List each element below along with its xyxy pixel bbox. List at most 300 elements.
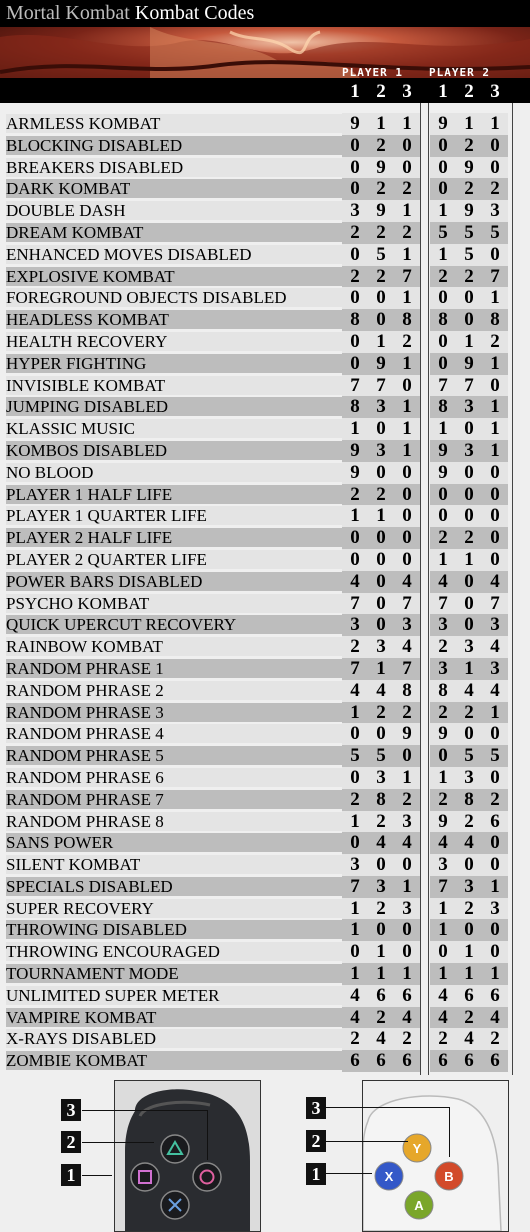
player1-digit-2: 4 (368, 1028, 394, 1050)
circle-button-icon (193, 1163, 221, 1191)
player1-digit-3: 2 (394, 789, 420, 811)
player1-digit-2: 1 (368, 113, 394, 135)
code-name: EXPLOSIVE KOMBAT (6, 267, 342, 286)
player1-digit-2: 2 (368, 135, 394, 157)
player1-digit-1: 2 (342, 266, 368, 288)
triangle-button-icon (161, 1135, 189, 1163)
player2-digit-2: 5 (456, 745, 482, 767)
table-row (0, 876, 530, 898)
code-name: RANDOM PHRASE 7 (6, 790, 342, 809)
table-row (0, 593, 530, 615)
code-name: TOURNAMENT MODE (6, 964, 342, 983)
player1-digit-3: 1 (394, 440, 420, 462)
player2-digit-1: 1 (430, 418, 456, 440)
player2-digit-3: 0 (482, 527, 508, 549)
table-row (0, 811, 530, 833)
code-name: DOUBLE DASH (6, 201, 342, 220)
player1-digit-2: 0 (368, 462, 394, 484)
player1-digit-2: 2 (368, 222, 394, 244)
player2-digit-1: 0 (430, 505, 456, 527)
table-row (0, 462, 530, 484)
player2-digit-2: 0 (456, 854, 482, 876)
player2-digit-3: 1 (482, 113, 508, 135)
player1-digit-2: 0 (368, 549, 394, 571)
player2-digit-3: 0 (482, 832, 508, 854)
table-row (0, 963, 530, 985)
player2-digit-2: 2 (456, 898, 482, 920)
player2-digit-3: 8 (482, 309, 508, 331)
title-game: Mortal Kombat (6, 2, 130, 24)
player1-digit-2: 6 (368, 1050, 394, 1072)
table-row (0, 135, 530, 157)
player1-digit-3: 2 (394, 702, 420, 724)
player1-digit-3: 2 (394, 1028, 420, 1050)
player1-digit-1: 0 (342, 767, 368, 789)
code-name: SPECIALS DISABLED (6, 877, 342, 896)
player2-digit-2: 1 (456, 549, 482, 571)
code-name: ZOMBIE KOMBAT (6, 1051, 342, 1070)
player2-digit-1: 9 (430, 723, 456, 745)
p2-col-2: 2 (464, 81, 474, 102)
player2-digit-1: 3 (430, 854, 456, 876)
p2-col-1: 1 (438, 81, 448, 102)
player2-digit-2: 3 (456, 396, 482, 418)
code-name: JUMPING DISABLED (6, 397, 342, 416)
player2-digit-1: 3 (430, 658, 456, 680)
player1-digit-1: 0 (342, 527, 368, 549)
player1-digit-2: 0 (368, 919, 394, 941)
player1-digit-3: 7 (394, 593, 420, 615)
table-row (0, 941, 530, 963)
ps-leader-1 (82, 1175, 112, 1176)
player2-digit-2: 9 (456, 157, 482, 179)
player1-digit-1: 0 (342, 135, 368, 157)
player2-digit-2: 0 (456, 505, 482, 527)
player1-digit-2: 9 (368, 353, 394, 375)
player2-digit-1: 9 (430, 440, 456, 462)
player2-digit-3: 0 (482, 484, 508, 506)
player2-label: PLAYER 2 (429, 66, 490, 79)
table-row (0, 484, 530, 506)
player2-digit-3: 4 (482, 636, 508, 658)
xbox-leader-3-vertical (449, 1107, 450, 1157)
code-name: INVISIBLE KOMBAT (6, 376, 342, 395)
player1-digit-2: 8 (368, 789, 394, 811)
player1-digit-2: 3 (368, 636, 394, 658)
player1-digit-3: 7 (394, 266, 420, 288)
player2-digit-1: 1 (430, 919, 456, 941)
player2-digit-2: 7 (456, 375, 482, 397)
player1-digit-1: 9 (342, 462, 368, 484)
ps-leader-3-vertical (207, 1110, 208, 1160)
player2-digit-1: 4 (430, 985, 456, 1007)
player1-digit-1: 4 (342, 571, 368, 593)
player1-digit-3: 0 (394, 941, 420, 963)
player2-digit-1: 7 (430, 593, 456, 615)
table-row (0, 331, 530, 353)
player1-digit-1: 0 (342, 723, 368, 745)
player2-digit-1: 1 (430, 898, 456, 920)
player1-digit-3: 3 (394, 898, 420, 920)
code-name: SANS POWER (6, 833, 342, 852)
player2-digit-2: 0 (456, 484, 482, 506)
svg-text:B: B (444, 1169, 454, 1184)
code-name: RAINBOW KOMBAT (6, 637, 342, 656)
player2-digit-1: 5 (430, 222, 456, 244)
square-button-icon (131, 1163, 159, 1191)
table-row (0, 266, 530, 288)
xbox-badge-3: 3 (306, 1097, 326, 1119)
player1-digit-1: 0 (342, 331, 368, 353)
player2-digit-3: 4 (482, 1007, 508, 1029)
player1-digit-3: 0 (394, 135, 420, 157)
player2-digit-2: 6 (456, 1050, 482, 1072)
player2-digit-3: 2 (482, 178, 508, 200)
player2-digit-2: 2 (456, 527, 482, 549)
player2-digit-2: 0 (456, 614, 482, 636)
code-name: ENHANCED MOVES DISABLED (6, 245, 342, 264)
player1-digit-3: 1 (394, 353, 420, 375)
table-row (0, 200, 530, 222)
player2-digit-3: 2 (482, 789, 508, 811)
player2-digit-3: 0 (482, 549, 508, 571)
player2-digit-3: 0 (482, 462, 508, 484)
code-name: BREAKERS DISABLED (6, 158, 342, 177)
table-row (0, 745, 530, 767)
player1-digit-3: 4 (394, 636, 420, 658)
player1-digit-1: 0 (342, 832, 368, 854)
player2-digit-2: 3 (456, 636, 482, 658)
code-name: HEALTH RECOVERY (6, 332, 342, 351)
code-name: HYPER FIGHTING (6, 354, 342, 373)
player2-digit-1: 2 (430, 527, 456, 549)
code-name: THROWING ENCOURAGED (6, 942, 342, 961)
table-row (0, 832, 530, 854)
player2-digit-2: 0 (456, 571, 482, 593)
table-row (0, 353, 530, 375)
player1-digit-2: 2 (368, 898, 394, 920)
player2-digit-3: 2 (482, 331, 508, 353)
player1-digit-2: 0 (368, 418, 394, 440)
player1-digit-2: 1 (368, 505, 394, 527)
player2-digit-2: 1 (456, 963, 482, 985)
player1-digit-3: 4 (394, 571, 420, 593)
player1-digit-1: 7 (342, 375, 368, 397)
xbox-leader-2 (326, 1141, 408, 1142)
player1-digit-1: 0 (342, 287, 368, 309)
player2-digit-1: 0 (430, 941, 456, 963)
playstation-controller-image (115, 1081, 260, 1231)
code-name: SILENT KOMBAT (6, 855, 342, 874)
player1-digit-3: 9 (394, 723, 420, 745)
player1-digit-3: 2 (394, 222, 420, 244)
player2-digit-3: 0 (482, 244, 508, 266)
player2-digit-3: 1 (482, 440, 508, 462)
player1-digit-2: 3 (368, 396, 394, 418)
table-row (0, 767, 530, 789)
player2-digit-1: 7 (430, 876, 456, 898)
player2-digit-2: 2 (456, 178, 482, 200)
player1-digit-1: 3 (342, 200, 368, 222)
player2-digit-2: 2 (456, 811, 482, 833)
player1-digit-1: 1 (342, 811, 368, 833)
player1-digit-3: 1 (394, 200, 420, 222)
xbox-controller (362, 1080, 509, 1232)
player1-digit-2: 4 (368, 832, 394, 854)
player1-digit-2: 5 (368, 745, 394, 767)
player1-digit-2: 4 (368, 680, 394, 702)
player1-digit-3: 1 (394, 244, 420, 266)
table-header (0, 66, 530, 103)
player1-digit-3: 7 (394, 658, 420, 680)
code-name: SUPER RECOVERY (6, 899, 342, 918)
player1-digit-1: 2 (342, 484, 368, 506)
player1-digit-1: 2 (342, 222, 368, 244)
table-row (0, 157, 530, 179)
player1-digit-1: 1 (342, 963, 368, 985)
code-name: KLASSIC MUSIC (6, 419, 342, 438)
player1-digit-2: 0 (368, 854, 394, 876)
player1-digit-3: 0 (394, 527, 420, 549)
player1-digit-3: 6 (394, 1050, 420, 1072)
player1-digit-2: 0 (368, 527, 394, 549)
player1-digit-3: 6 (394, 985, 420, 1007)
table-row (0, 309, 530, 331)
player2-digit-3: 1 (482, 702, 508, 724)
xbox-badge-2: 2 (306, 1130, 326, 1152)
svg-text:A: A (414, 1198, 424, 1213)
player1-digit-2: 0 (368, 614, 394, 636)
player2-digit-3: 1 (482, 353, 508, 375)
player2-digit-3: 5 (482, 222, 508, 244)
player1-digit-1: 7 (342, 876, 368, 898)
code-name: PLAYER 1 HALF LIFE (6, 485, 342, 504)
player2-digit-2: 0 (456, 919, 482, 941)
player2-digit-1: 7 (430, 375, 456, 397)
player2-digit-1: 4 (430, 571, 456, 593)
player2-digit-3: 1 (482, 287, 508, 309)
table-row (0, 854, 530, 876)
player1-digit-1: 0 (342, 178, 368, 200)
player2-digit-3: 3 (482, 200, 508, 222)
table-row (0, 1007, 530, 1029)
player2-digit-2: 1 (456, 331, 482, 353)
player1-digit-3: 1 (394, 287, 420, 309)
player1-digit-1: 2 (342, 789, 368, 811)
table-row (0, 287, 530, 309)
player1-label: PLAYER 1 (342, 66, 403, 79)
player1-digit-3: 1 (394, 396, 420, 418)
player1-digit-2: 0 (368, 571, 394, 593)
player2-digit-3: 0 (482, 854, 508, 876)
table-row (0, 919, 530, 941)
player2-digit-2: 0 (456, 462, 482, 484)
code-name: QUICK UPERCUT RECOVERY (6, 615, 342, 634)
player2-digit-1: 0 (430, 745, 456, 767)
player1-digit-1: 3 (342, 614, 368, 636)
code-name: THROWING DISABLED (6, 920, 342, 939)
player2-digit-3: 0 (482, 375, 508, 397)
player2-digit-3: 2 (482, 1028, 508, 1050)
player2-digit-2: 4 (456, 832, 482, 854)
player2-digit-2: 9 (456, 353, 482, 375)
player1-digit-1: 4 (342, 1007, 368, 1029)
player2-digit-1: 4 (430, 832, 456, 854)
code-name: FOREGROUND OBJECTS DISABLED (6, 288, 342, 307)
player2-digit-1: 8 (430, 396, 456, 418)
player2-digit-1: 1 (430, 200, 456, 222)
player2-digit-1: 1 (430, 963, 456, 985)
p1-col-2: 2 (376, 81, 386, 102)
player2-digit-1: 2 (430, 266, 456, 288)
code-name: PSYCHO KOMBAT (6, 594, 342, 613)
table-row (0, 571, 530, 593)
player1-digit-3: 0 (394, 484, 420, 506)
player2-digit-1: 4 (430, 1007, 456, 1029)
player1-digit-3: 0 (394, 549, 420, 571)
table-row (0, 789, 530, 811)
svg-text:X: X (384, 1169, 394, 1184)
table-row (0, 527, 530, 549)
player1-digit-1: 1 (342, 919, 368, 941)
player1-digit-2: 2 (368, 178, 394, 200)
player2-digit-2: 3 (456, 440, 482, 462)
player2-digit-2: 5 (456, 222, 482, 244)
player1-digit-1: 6 (342, 1050, 368, 1072)
code-name: RANDOM PHRASE 2 (6, 681, 342, 700)
player1-digit-2: 7 (368, 375, 394, 397)
code-name: KOMBOS DISABLED (6, 441, 342, 460)
player2-digit-1: 8 (430, 680, 456, 702)
player1-digit-1: 9 (342, 440, 368, 462)
table-row (0, 680, 530, 702)
code-name: ARMLESS KOMBAT (6, 114, 342, 133)
player1-digit-1: 4 (342, 985, 368, 1007)
player2-digit-1: 1 (430, 767, 456, 789)
player1-digit-2: 0 (368, 593, 394, 615)
code-name: RANDOM PHRASE 4 (6, 724, 342, 743)
player1-digit-2: 2 (368, 1007, 394, 1029)
code-name: RANDOM PHRASE 8 (6, 812, 342, 831)
player1-digit-3: 0 (394, 375, 420, 397)
player2-digit-1: 3 (430, 614, 456, 636)
player2-digit-2: 0 (456, 309, 482, 331)
player2-digit-1: 2 (430, 702, 456, 724)
player1-digit-2: 0 (368, 309, 394, 331)
player1-digit-3: 0 (394, 854, 420, 876)
player1-digit-1: 3 (342, 854, 368, 876)
player1-digit-1: 0 (342, 941, 368, 963)
player1-digit-2: 5 (368, 244, 394, 266)
title-bar (0, 0, 530, 27)
table-row (0, 702, 530, 724)
xbox-leader-1 (326, 1173, 372, 1174)
player2-digit-2: 0 (456, 287, 482, 309)
player2-digit-2: 2 (456, 135, 482, 157)
player2-digit-3: 0 (482, 505, 508, 527)
ps-badge-3: 3 (61, 1099, 81, 1121)
player2-digit-2: 4 (456, 1028, 482, 1050)
playstation-controller (114, 1080, 261, 1232)
ps-badge-2: 2 (61, 1131, 81, 1153)
player2-digit-2: 5 (456, 244, 482, 266)
player1-digit-3: 1 (394, 767, 420, 789)
player1-digit-2: 1 (368, 963, 394, 985)
player1-digit-3: 1 (394, 876, 420, 898)
player2-digit-3: 1 (482, 396, 508, 418)
player2-digit-1: 2 (430, 636, 456, 658)
player2-digit-2: 0 (456, 723, 482, 745)
code-name: HEADLESS KOMBAT (6, 310, 342, 329)
player1-digit-1: 1 (342, 702, 368, 724)
player1-digit-2: 3 (368, 767, 394, 789)
player1-digit-2: 0 (368, 287, 394, 309)
player2-digit-1: 0 (430, 331, 456, 353)
table-row (0, 985, 530, 1007)
table-row (0, 375, 530, 397)
player2-digit-3: 5 (482, 745, 508, 767)
player1-digit-2: 0 (368, 723, 394, 745)
table-row (0, 396, 530, 418)
player2-digit-3: 4 (482, 571, 508, 593)
player1-digit-2: 3 (368, 876, 394, 898)
player2-digit-1: 9 (430, 462, 456, 484)
table-row (0, 222, 530, 244)
player1-digit-1: 5 (342, 745, 368, 767)
p2-col-3: 3 (490, 81, 500, 102)
controller-legend (0, 1075, 530, 1225)
player1-digit-3: 0 (394, 745, 420, 767)
player1-digit-3: 8 (394, 309, 420, 331)
ps-leader-3 (82, 1110, 208, 1111)
code-name: RANDOM PHRASE 1 (6, 659, 342, 678)
player1-digit-2: 2 (368, 266, 394, 288)
player2-digit-3: 7 (482, 593, 508, 615)
code-name: UNLIMITED SUPER METER (6, 986, 342, 1005)
player2-digit-2: 3 (456, 876, 482, 898)
player1-digit-2: 6 (368, 985, 394, 1007)
player1-digit-2: 2 (368, 702, 394, 724)
player1-digit-1: 1 (342, 898, 368, 920)
player1-digit-3: 0 (394, 157, 420, 179)
xbox-controller-image (363, 1081, 508, 1231)
player2-digit-1: 0 (430, 157, 456, 179)
player1-digit-3: 0 (394, 505, 420, 527)
player2-digit-2: 1 (456, 658, 482, 680)
xbox-badge-1: 1 (306, 1163, 326, 1185)
player1-digit-3: 0 (394, 462, 420, 484)
table-row (0, 723, 530, 745)
player1-digit-1: 0 (342, 157, 368, 179)
player2-digit-1: 9 (430, 113, 456, 135)
player1-digit-3: 1 (394, 113, 420, 135)
player2-digit-1: 2 (430, 1028, 456, 1050)
table-row (0, 898, 530, 920)
svg-text:Y: Y (412, 1141, 422, 1156)
code-name: PLAYER 1 QUARTER LIFE (6, 506, 342, 525)
p1-col-1: 1 (350, 81, 360, 102)
player2-digit-2: 1 (456, 113, 482, 135)
player1-digit-1: 9 (342, 113, 368, 135)
player1-digit-2: 1 (368, 941, 394, 963)
player2-digit-2: 2 (456, 1007, 482, 1029)
ps-leader-2 (82, 1142, 154, 1143)
code-name: RANDOM PHRASE 5 (6, 746, 342, 765)
player1-digit-1: 1 (342, 505, 368, 527)
player1-digit-2: 2 (368, 811, 394, 833)
player2-digit-2: 4 (456, 680, 482, 702)
title-subject: Kombat Codes (134, 2, 255, 24)
